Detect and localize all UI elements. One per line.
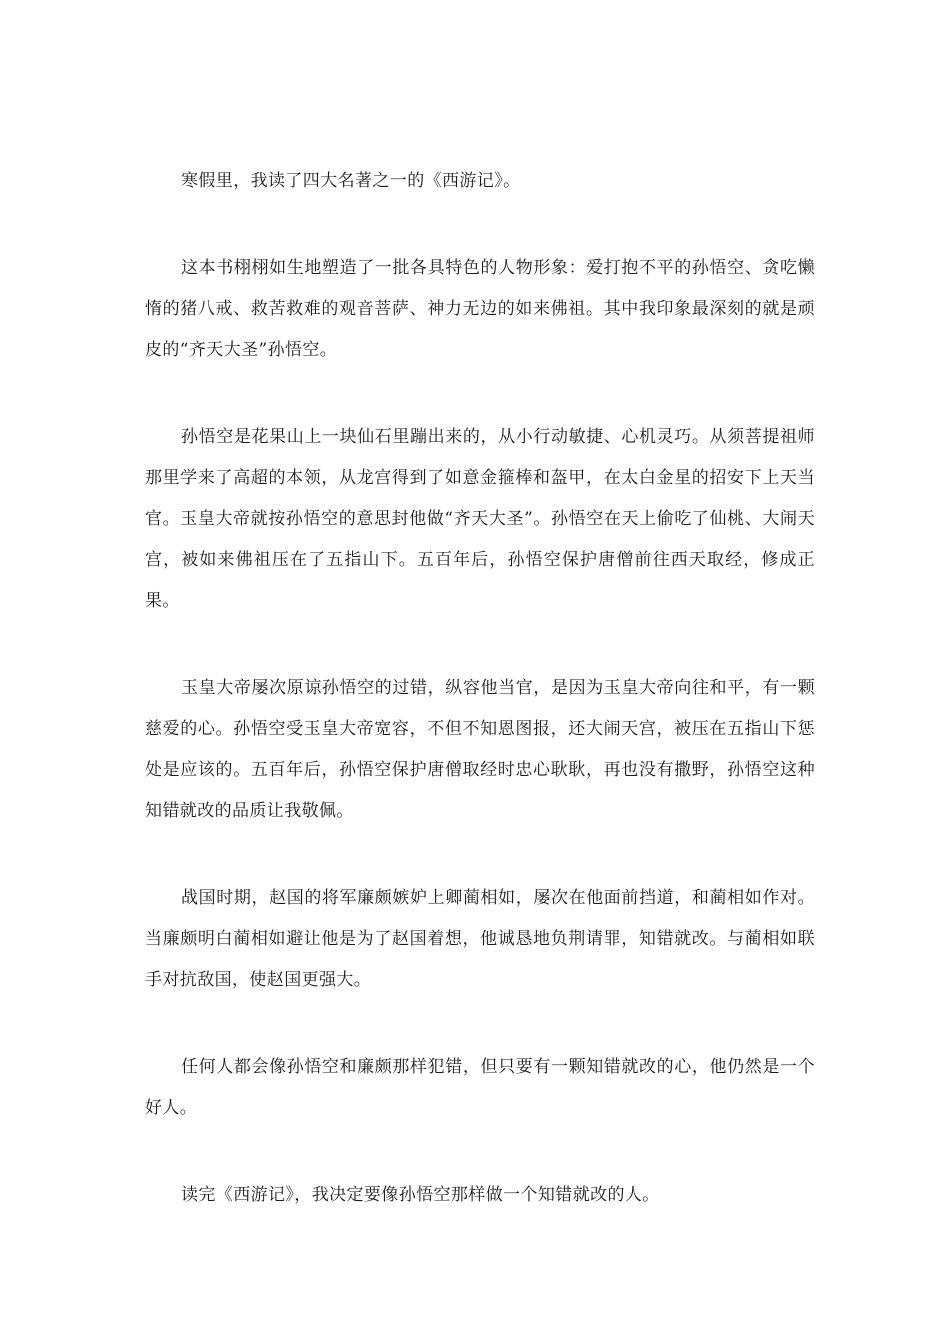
essay-body xyxy=(145,161,815,1262)
paragraph-sun-wukong-story: 孙悟空是花果山上一块仙石里蹦出来的，从小行动敏捷、心机灵巧。从须菩提祖师那里学来了高超的本领，从龙宫得到了如意金箍棒和盔甲，在太白金星的招安下上天当官。玉皇大帝就按孙悟空的意思封他做“齐天大圣”。孙悟空在天上偷吃了仙桃、大闹天宫，被如来佛祖压在了五指山下。五百年后，孙悟空保护唐僧前往西天取经，修成正果。 xyxy=(145,427,815,611)
paragraph-jade-emperor: 玉皇大帝屡次原谅孙悟空的过错，纵容他当官，是因为玉皇大帝向往和平，有一颗慈爱的心。孙悟空受玉皇大帝宽容，不但不知恩图报，还大闹天宫，被压在五指山下惩处是应该的。五百年后，孙悟空保护唐僧取经时忠心耿耿，再也没有撒野，孙悟空这种知错就改的品质让我敬佩。 xyxy=(145,678,815,821)
paragraph-lian-po: 战国时期，赵国的将军廉颇嫉妒上卿蔺相如，屡次在他面前挡道，和蔺相如作对。当廉颇明白蔺相如避让他是为了赵国着想，他诚恳地负荆请罪，知错就改。与蔺相如联手对抗敌国，使赵国更强大。 xyxy=(145,888,815,990)
paragraph-intro: 寒假里，我读了四大名著之一的《西游记》。 xyxy=(181,171,521,191)
paragraph-conclusion: 读完《西游记》，我决定要像孙悟空那样做一个知错就改的人。 xyxy=(181,1185,660,1205)
paragraph-reflection: 任何人都会像孙悟空和廉颇那样犯错，但只要有一颗知错就改的心，他仍然是一个好人。 xyxy=(145,1057,815,1118)
paragraph-characters: 这本书栩栩如生地塑造了一批各具特色的人物形象：爱打抱不平的孙悟空、贪吃懒惰的猪八戒、救苦救难的观音菩萨、神力无边的如来佛祖。其中我印象最深刻的就是顽皮的“齐天大圣”孙悟空。 xyxy=(145,258,815,360)
